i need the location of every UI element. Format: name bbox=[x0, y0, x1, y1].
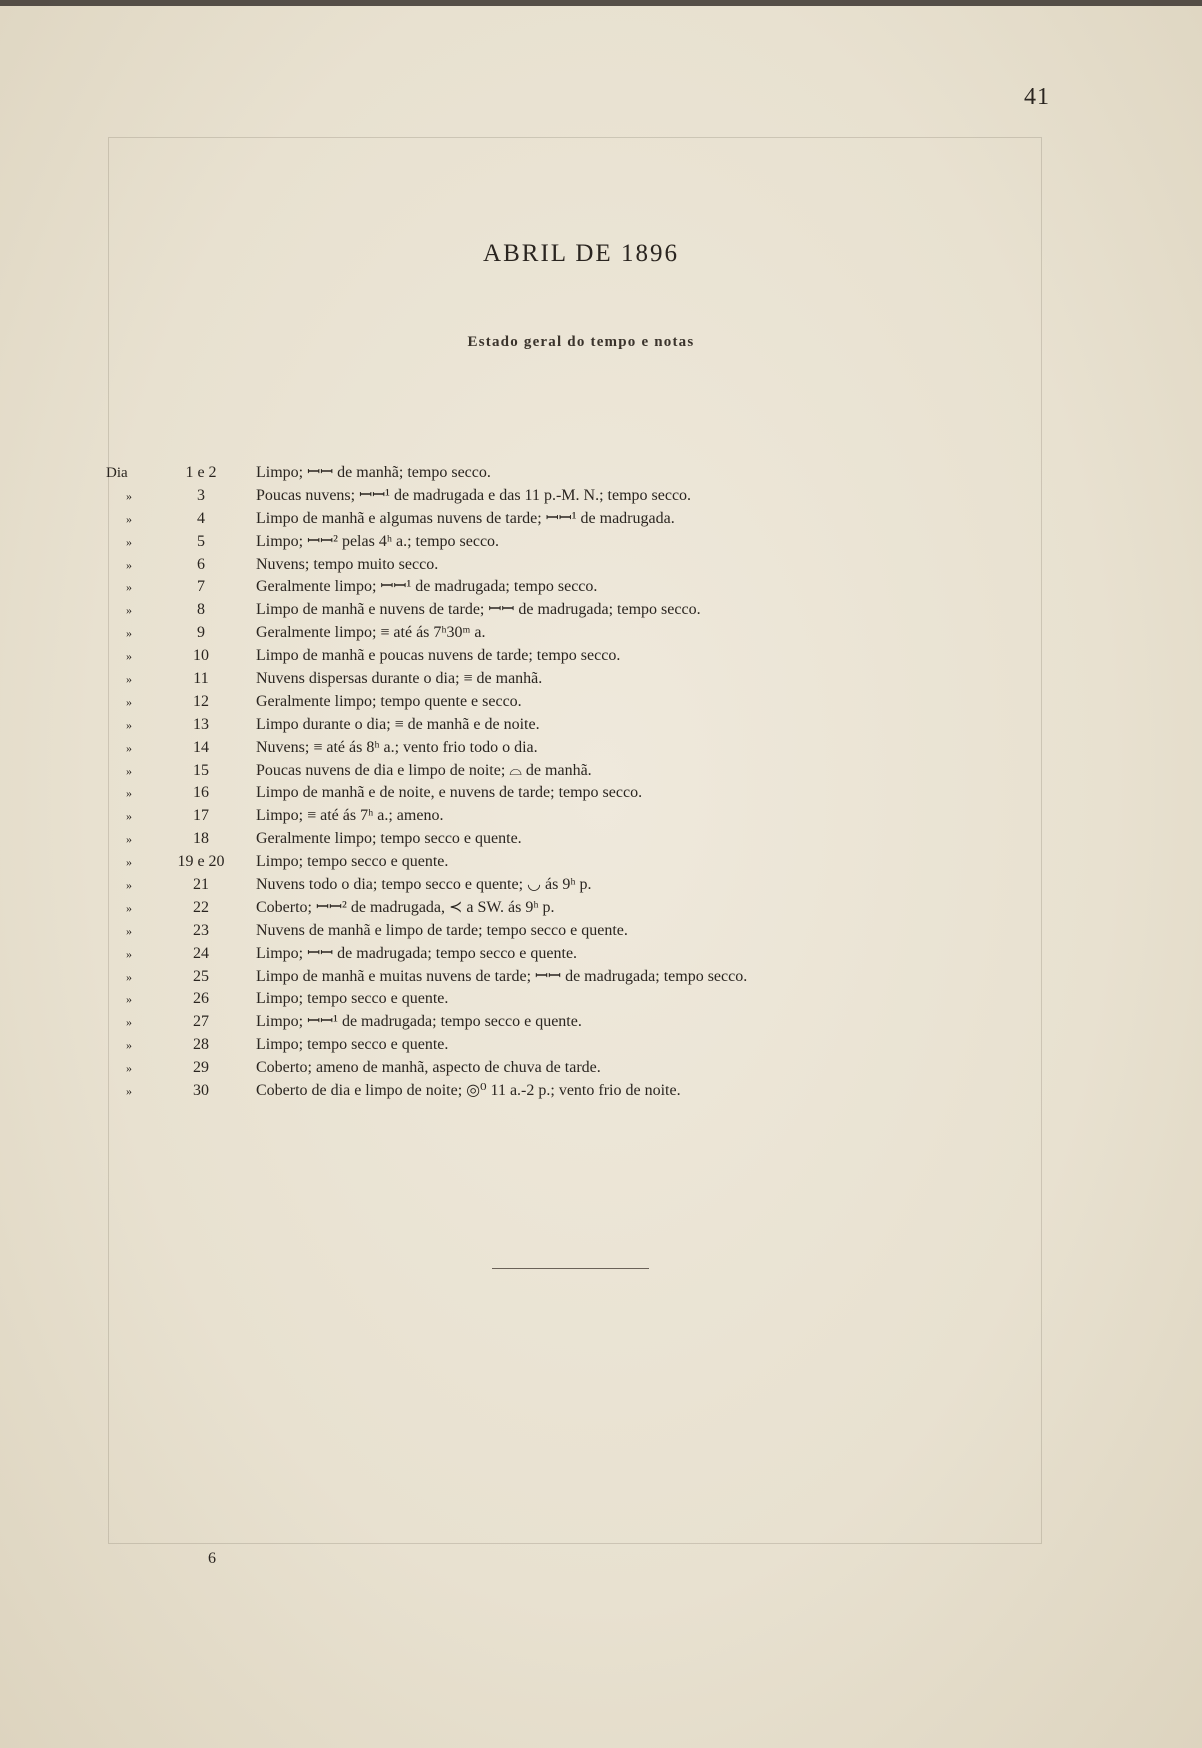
entry-note: Limpo; ꟷꟷ de madrugada; tempo secco e quente. bbox=[256, 944, 578, 962]
entry-note: Coberto; ꟷꟷ² de madrugada, ≺ a SW. ás 9ʰ p. bbox=[256, 898, 555, 916]
ditto-mark: » bbox=[126, 649, 132, 664]
list-item bbox=[106, 462, 1066, 485]
entry-day: 9 bbox=[197, 624, 205, 642]
ditto-mark: » bbox=[126, 488, 132, 503]
list-item bbox=[106, 828, 1066, 851]
entry-day: 15 bbox=[193, 761, 209, 779]
day-label: Dia bbox=[106, 465, 128, 481]
ditto-mark: » bbox=[126, 832, 132, 847]
ditto-mark: » bbox=[126, 969, 132, 984]
ditto-mark: » bbox=[126, 672, 132, 687]
ditto-mark: » bbox=[126, 1084, 132, 1099]
entry-note: Nuvens; tempo muito secco. bbox=[256, 555, 439, 573]
ditto-mark: » bbox=[126, 900, 132, 915]
entry-day: 14 bbox=[193, 738, 209, 756]
list-item bbox=[106, 508, 1066, 531]
ditto-mark: » bbox=[126, 557, 132, 572]
entry-note: Limpo de manhã e poucas nuvens de tarde; tempo secco. bbox=[256, 647, 621, 665]
entry-day: 30 bbox=[193, 1082, 209, 1100]
entry-note: Limpo de manhã e muitas nuvens de tarde; ꟷꟷ de madrugada; tempo secco. bbox=[256, 967, 748, 985]
page-title: ABRIL DE 1896 bbox=[483, 240, 679, 267]
entry-day: 6 bbox=[197, 555, 205, 573]
list-item bbox=[106, 897, 1066, 920]
list-item bbox=[106, 988, 1066, 1011]
entry-note: Geralmente limpo; tempo quente e secco. bbox=[256, 692, 522, 710]
entry-note: Nuvens; ≡ até ás 8ʰ a.; vento frio todo o dia. bbox=[256, 738, 538, 756]
entry-note: Limpo; tempo secco e quente. bbox=[256, 1036, 449, 1054]
entry-note: Nuvens todo o dia; tempo secco e quente; ◡ ás 9ʰ p. bbox=[256, 876, 592, 894]
ditto-mark: » bbox=[126, 603, 132, 618]
list-item bbox=[106, 714, 1066, 737]
list-item bbox=[106, 554, 1066, 577]
ditto-mark: » bbox=[126, 694, 132, 709]
entry-day: 5 bbox=[197, 532, 205, 550]
list-item bbox=[106, 576, 1066, 599]
entry-day: 24 bbox=[193, 944, 209, 962]
list-item bbox=[106, 622, 1066, 645]
entry-note: Geralmente limpo; tempo secco e quente. bbox=[256, 830, 522, 848]
ditto-mark: » bbox=[126, 1061, 132, 1076]
entry-day: 22 bbox=[193, 898, 209, 916]
entry-day: 8 bbox=[197, 601, 205, 619]
entry-note: Limpo; tempo secco e quente. bbox=[256, 990, 449, 1008]
list-item bbox=[106, 782, 1066, 805]
list-item bbox=[106, 851, 1066, 874]
entry-day: 11 bbox=[193, 670, 209, 688]
page-number: 41 bbox=[1024, 84, 1050, 110]
list-item bbox=[106, 1080, 1066, 1103]
entry-day: 21 bbox=[193, 876, 209, 894]
list-item bbox=[106, 485, 1066, 508]
ditto-mark: » bbox=[126, 717, 132, 732]
ditto-mark: » bbox=[126, 923, 132, 938]
entry-day: 7 bbox=[197, 578, 205, 596]
list-item bbox=[106, 599, 1066, 622]
list-item bbox=[106, 943, 1066, 966]
entry-day: 26 bbox=[193, 990, 209, 1008]
ditto-mark: » bbox=[126, 626, 132, 641]
entry-day: 25 bbox=[193, 967, 209, 985]
ditto-mark: » bbox=[126, 534, 132, 549]
entry-day: 3 bbox=[197, 486, 205, 504]
list-item bbox=[106, 805, 1066, 828]
entry-note: Nuvens de manhã e limpo de tarde; tempo secco e quente. bbox=[256, 921, 628, 939]
entry-note: Limpo de manhã e nuvens de tarde; ꟷꟷ de madrugada; tempo secco. bbox=[256, 601, 701, 619]
entry-day: 19 e 20 bbox=[177, 853, 225, 871]
list-item bbox=[106, 920, 1066, 943]
ditto-mark: » bbox=[126, 809, 132, 824]
ditto-mark: » bbox=[126, 1038, 132, 1053]
list-item bbox=[106, 531, 1066, 554]
list-item bbox=[106, 966, 1066, 989]
entry-note: Coberto; ameno de manhã, aspecto de chuva de tarde. bbox=[256, 1059, 601, 1077]
ditto-mark: » bbox=[126, 878, 132, 893]
entry-note: Limpo; ꟷꟷ² pelas 4ʰ a.; tempo secco. bbox=[256, 532, 500, 550]
closing-rule bbox=[492, 1268, 649, 1269]
ditto-mark: » bbox=[126, 992, 132, 1007]
ditto-mark: » bbox=[126, 855, 132, 870]
entry-note: Coberto de dia e limpo de noite; ◎⁰ 11 a.-2 p.; vento frio de noite. bbox=[256, 1082, 681, 1100]
entry-day: 28 bbox=[193, 1036, 209, 1054]
entry-day: 16 bbox=[193, 784, 209, 802]
list-item bbox=[106, 1057, 1066, 1080]
entry-note: Poucas nuvens de dia e limpo de noite; ⌓ de manhã. bbox=[256, 761, 592, 779]
ditto-mark: » bbox=[126, 1015, 132, 1030]
entry-day: 29 bbox=[193, 1059, 209, 1077]
ditto-mark: » bbox=[126, 763, 132, 778]
ditto-mark: » bbox=[126, 786, 132, 801]
list-item bbox=[106, 760, 1066, 783]
entry-day: 23 bbox=[193, 921, 209, 939]
ditto-mark: » bbox=[126, 946, 132, 961]
entry-note: Poucas nuvens; ꟷꟷ¹ de madrugada e das 11 p.-M. N.; tempo secco. bbox=[256, 486, 692, 504]
entry-day: 12 bbox=[193, 692, 209, 710]
entry-note: Limpo; ꟷꟷ¹ de madrugada; tempo secco e quente. bbox=[256, 1013, 582, 1031]
entry-day: 27 bbox=[193, 1013, 209, 1031]
list-item bbox=[106, 691, 1066, 714]
list-item bbox=[106, 1011, 1066, 1034]
list-item bbox=[106, 874, 1066, 897]
list-item bbox=[106, 645, 1066, 668]
entry-day: 1 e 2 bbox=[185, 464, 217, 481]
entry-day: 17 bbox=[193, 807, 209, 825]
weather-notes-list bbox=[106, 462, 1066, 1103]
list-item bbox=[106, 668, 1066, 691]
entry-note: Limpo; ≡ até ás 7ʰ a.; ameno. bbox=[256, 807, 444, 825]
page-subtitle: Estado geral do tempo e notas bbox=[467, 334, 695, 350]
entry-note: Limpo de manhã e de noite, e nuvens de tarde; tempo secco. bbox=[256, 784, 643, 802]
entry-note: Limpo durante o dia; ≡ de manhã e de noite. bbox=[256, 715, 540, 733]
list-item bbox=[106, 1034, 1066, 1057]
entry-day: 13 bbox=[193, 715, 209, 733]
ditto-mark: » bbox=[126, 580, 132, 595]
entry-note: Geralmente limpo; ≡ até ás 7ʰ30ᵐ a. bbox=[256, 624, 486, 642]
entry-day: 10 bbox=[193, 647, 209, 665]
entry-day: 4 bbox=[197, 509, 205, 527]
entry-note: Geralmente limpo; ꟷꟷ¹ de madrugada; tempo secco. bbox=[256, 578, 598, 596]
entry-note: Limpo; tempo secco e quente. bbox=[256, 853, 449, 871]
page-top-edge bbox=[0, 0, 1202, 6]
list-item bbox=[106, 737, 1066, 760]
entry-day: 18 bbox=[193, 830, 209, 848]
entry-note: Limpo de manhã e algumas nuvens de tarde; ꟷꟷ¹ de madrugada. bbox=[256, 509, 675, 527]
ditto-mark: » bbox=[126, 740, 132, 755]
entry-note: Limpo; ꟷꟷ de manhã; tempo secco. bbox=[256, 464, 491, 481]
ditto-mark: » bbox=[126, 511, 132, 526]
entry-note: Nuvens dispersas durante o dia; ≡ de manhã. bbox=[256, 670, 543, 688]
footer-number: 6 bbox=[208, 1550, 216, 1567]
